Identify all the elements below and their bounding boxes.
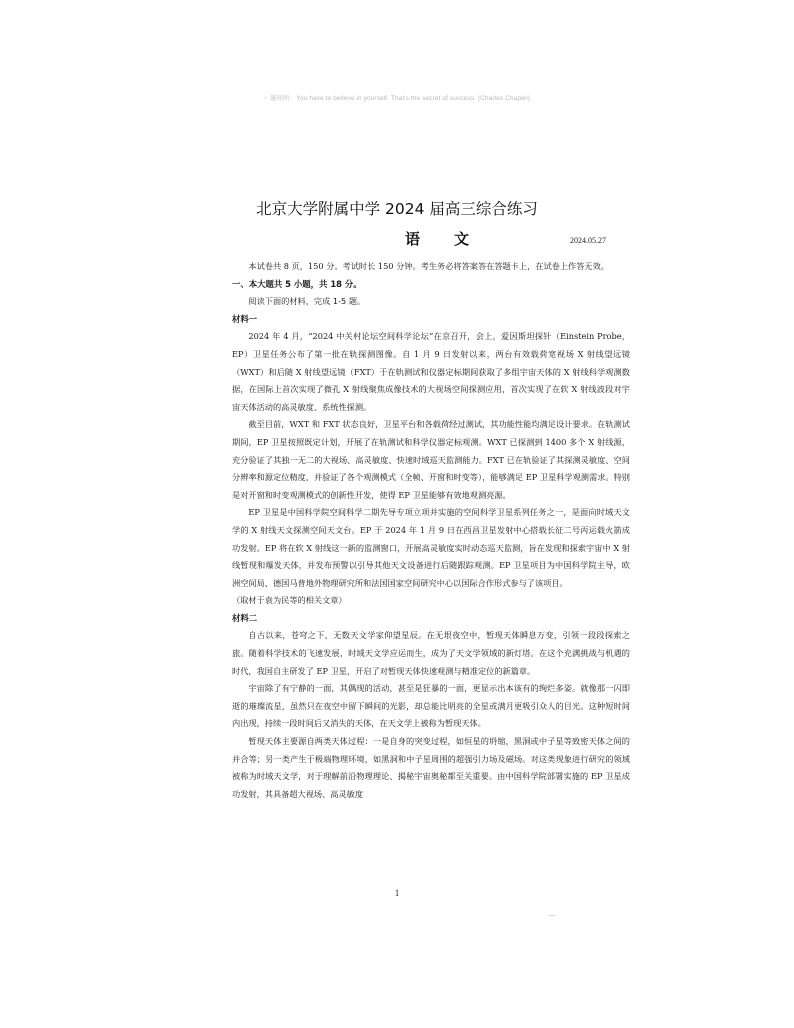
exam-date: 2024.05.27 <box>570 236 606 245</box>
material-2-title: 材料二 <box>232 612 258 623</box>
material-1-paragraph: 2024 年 4 月，“2024 中关村论坛空间科学论坛”在京召开，会上，爱因斯坦探针（Einstein Probe，EP）卫星任务公布了第一批在轨探测图像。自 1 月 9 日发射以来，两台有效载荷宽视场 X 射线望远镜（WXT）和后随 X 射线望远镜（FXT）于在轨测试和仪器定标期间获取了多组宇宙天体的 X 射线科学观测数据，在国际上首次实现了微孔 X 射线聚焦成像技术的大视场空间探测应用，首次实现了在软 X 射线波段对宇宙天体活动的高灵敏度、系统性探测。 <box>232 331 630 412</box>
subject-label: 语文 <box>405 230 504 248</box>
material-1-paragraph: 截至目前，WXT 和 FXT 状态良好，卫星平台和各载荷经过测试，其功能性能均满足设计要求。在轨测试期间，EP 卫星按照既定计划，开展了在轨测试和科学仪器定标观测。WXT 已探测到 1400 多个 X 射线源，充分验证了其独一无二的大视场、高灵敏度、快速时域巡天监测能力。FXT 已在轨验证了其探测灵敏度、空间分辨率和源定位精度，并验证了各个观测模式（全帧、开窗和时变等），能够满足 EP 卫星科学观测需求。特别是对开窗和时变观测模式的创新性开发，使得 EP 卫星能够有效地观测亮源。 <box>232 419 630 500</box>
scan-speck <box>549 915 555 916</box>
material-2-paragraph: 宇宙除了有宁静的一面，其偶现的活动，甚至是狂暴的一面，更显示出本该有的绚烂多姿。就像那一闪即逝的璀璨流星，虽然只在夜空中留下瞬间的光影，却总能比明亮的全星或满月更吸引众人的目光。这种短时间内出现，持续一段时间后又消失的天体，在天文学上被称为暂现天体。 <box>232 683 630 729</box>
page-number: 1 <box>394 888 400 898</box>
section-heading: 一、本大题共 5 小题，共 18 分。 <box>232 278 362 289</box>
watermark-text: ○ 谨知所：You have to believe in yourself. That's the secret of success. (Charles Chaplin) <box>263 95 531 102</box>
material-1-paragraph: EP 卫星是中国科学院空间科学二期先导专项立项并实施的空间科学卫星系列任务之一，是面向时域天文学的 X 射线天文探测空间天文台。EP 于 2024 年 1 月 9 日在西昌卫星发射中心搭载长征二号丙运载火箭成功发射。EP 将在软 X 射线这一新的监测窗口，开展高灵敏度实时动态巡天监测，旨在发现和探索宇宙中 X 射线暂现和爆发天体，并发布预警以引导其他天文设备进行后随跟踪观测。EP 卫星项目为中国科学院主导，欧洲空间局、德国马普地外物理研究所和法国国家空间研究中心以国际合作形式参与了该项目。 <box>232 507 630 588</box>
document-body <box>232 258 630 803</box>
material-1-source: （取材于袁为民等的相关文章） <box>232 595 347 606</box>
section-instruction: 阅读下面的材料，完成 1-5 题。 <box>248 296 366 307</box>
material-2-paragraph: 自古以来，苍穹之下，无数天文学家仰望星辰。在无垠夜空中，暂现天体瞬息万变，引领一段段探索之旅。随着科学技术的飞速发展，时域天文学应运而生，成为了天文学领域的新灯塔。在这个充满挑战与机遇的时代，我国自主研发了 EP 卫星，开启了对暂现天体快速观测与精准定位的新篇章。 <box>232 630 630 676</box>
material-1-title: 材料一 <box>232 313 258 324</box>
exam-title: 北京大学附属中学 2024 届高三综合练习 <box>256 200 538 218</box>
exam-instructions: 本试卷共 8 页，150 分。考试时长 150 分钟。考生务必将答案答在答题卡上，在试卷上作答无效。 <box>248 261 609 271</box>
material-2-paragraph: 暂现天体主要源自两类天体过程：一是自身的突变过程，如恒星的坍缩，黑洞或中子星等致密天体之间的并合等；另一类产生于极端物理环境，如黑洞和中子星周围的超强引力场及磁场。对这类现象进行研究的领域被称为时域天文学，对于理解前沿物理理论、揭秘宇宙奥秘都至关重要。由中国科学院部署实施的 EP 卫星成功发射，其具备超大视场、高灵敏度 <box>232 736 630 799</box>
